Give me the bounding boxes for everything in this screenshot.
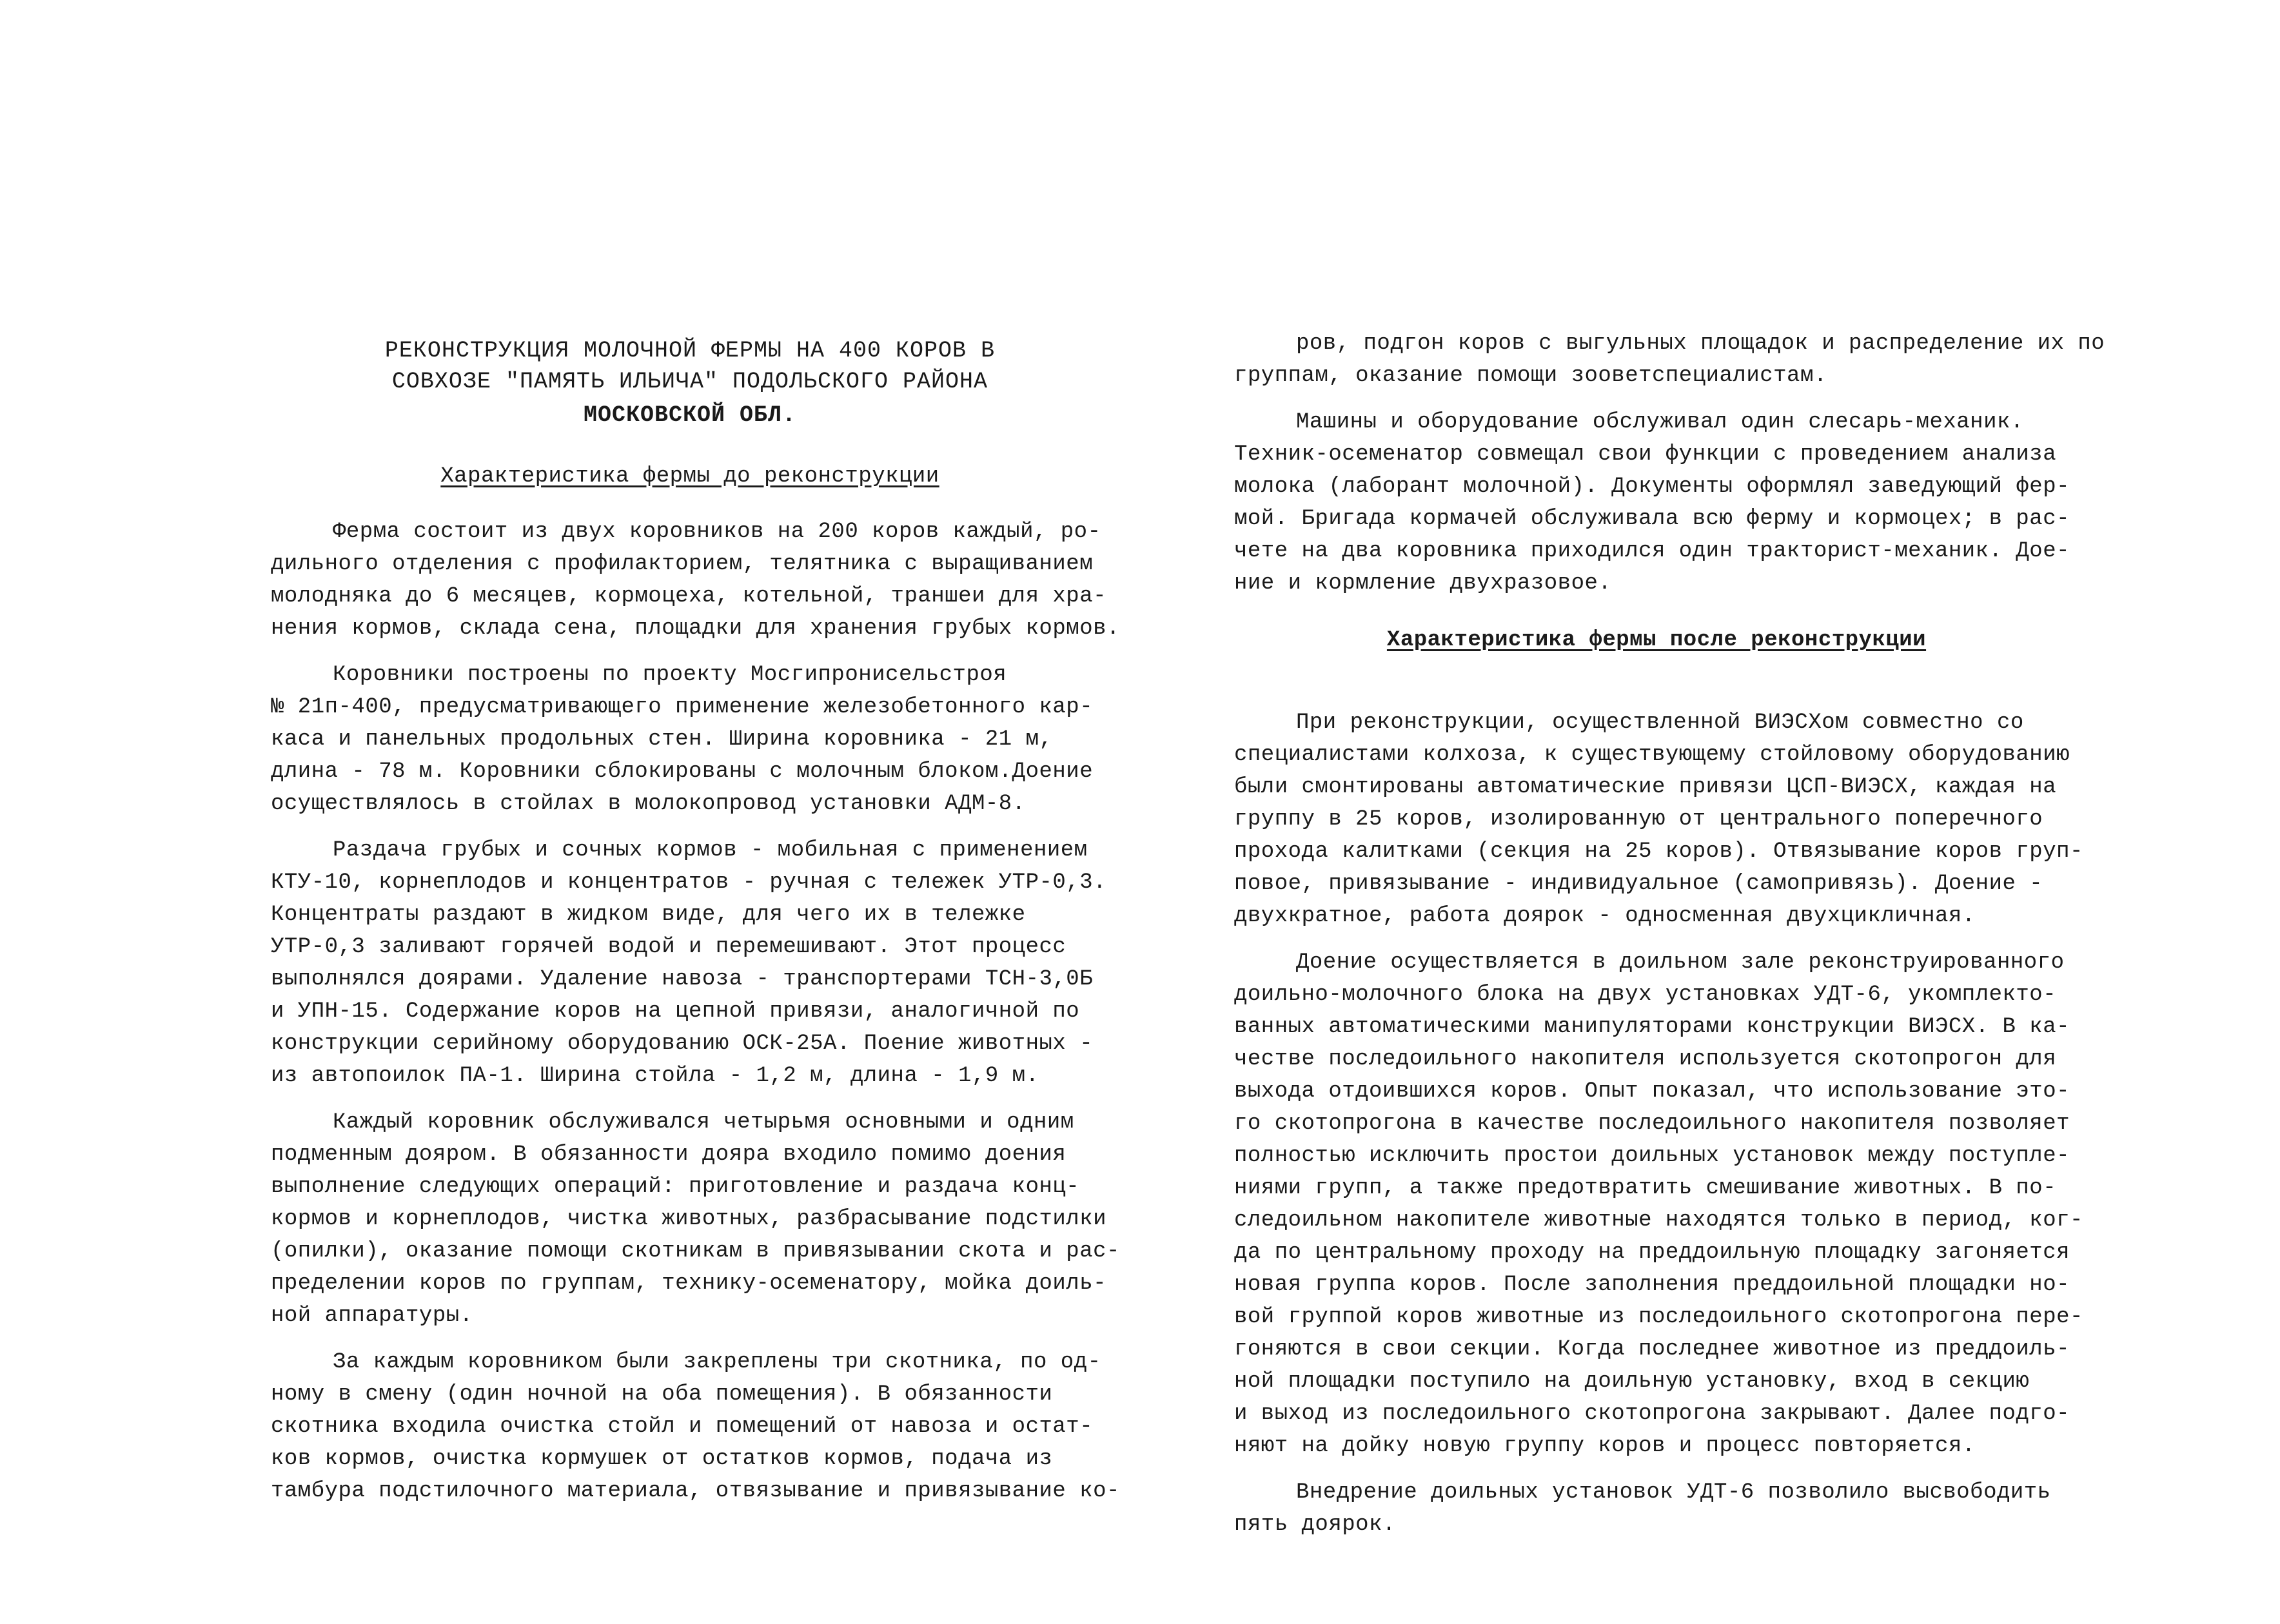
text-line: выхода отдоившихся коров. Опыт показал, что использование это-	[1234, 1079, 2070, 1104]
text-line: и выход из последоильного скотопрогона закрывают. Далее подго-	[1234, 1402, 2070, 1426]
text-line: да по центральному проходу на преддоильную площадку загоняется	[1234, 1240, 2070, 1265]
paragraph	[271, 659, 1109, 820]
section-heading-before: Характеристика фермы до реконструкции	[440, 464, 939, 489]
paragraph	[271, 1346, 1120, 1507]
section-heading-after: Характеристика фермы после реконструкции	[1386, 628, 1927, 652]
text-line: ков кормов, очистка кормушек от остатков кормов, подача из	[271, 1447, 1053, 1471]
text-line: ров, подгон коров с выгульных площадок и распределение их по	[1296, 331, 2105, 356]
text-line: кормов и корнеплодов, чистка животных, разбрасывание подстилки	[271, 1207, 1107, 1231]
text-line: полностью исключить простои доильных установок между поступле-	[1234, 1144, 2070, 1168]
right-page	[1140, 0, 2280, 1624]
paragraph	[1234, 406, 2079, 600]
text-line: При реконструкции, осуществленной ВИЭСХом совместно со	[1296, 710, 2024, 735]
text-line: дильного отделения с профилакторием, телятника с выращиванием	[271, 552, 1094, 576]
text-line: двухкратное, работа доярок - односменная двухцикличная.	[1234, 904, 1976, 928]
text-line: ному в смену (один ночной на оба помещения). В обязанности	[271, 1382, 1053, 1407]
text-line: го скотопрогона в качестве последоильного накопителя позволяет	[1234, 1111, 2070, 1136]
text-line: конструкции серийному оборудованию ОСК-25А. Поение животных -	[271, 1032, 1094, 1056]
text-line: молока (лаборант молочной). Документы оформлял заведующий фер-	[1234, 474, 2070, 499]
right-paragraphs-bottom	[1234, 707, 2083, 1541]
text-line: ниями групп, а также предотвратить смешивание животных. В по-	[1234, 1176, 2057, 1200]
text-line: выполнение следующих операций: приготовление и раздача конц-	[271, 1175, 1080, 1199]
paragraph	[271, 834, 1109, 1092]
paragraph	[1234, 707, 2083, 932]
text-line: осуществлялось в стойлах в молокопровод установки АДМ-8.	[271, 792, 1026, 816]
text-line: пределении коров по группам, технику-осеменатору, мойка доиль-	[271, 1271, 1107, 1296]
title-line: СОВХОЗЕ "ПАМЯТЬ ИЛЬИЧА" ПОДОЛЬСКОГО РАЙОНА	[391, 369, 988, 395]
title-line: РЕКОНСТРУКЦИЯ МОЛОЧНОЙ ФЕРМЫ НА 400 КОРОВ В	[384, 338, 996, 364]
text-line: Машины и оборудование обслуживал один слесарь-механик.	[1296, 410, 2024, 435]
text-line: молодняка до 6 месяцев, кормоцеха, котельной, траншеи для хра-	[271, 584, 1107, 609]
text-line: из автопоилок ПА-1. Ширина стойла - 1,2 м, длина - 1,9 м.	[271, 1064, 1039, 1088]
paragraph	[1234, 1476, 2079, 1541]
text-line: УТР-0,3 заливают горячей водой и перемешивают. Этот процесс	[271, 935, 1066, 959]
text-line: были смонтированы автоматические привязи ЦСП-ВИЭСХ, каждая на	[1234, 775, 2057, 799]
text-line: каса и панельных продольных стен. Ширина коровника - 21 м,	[271, 727, 1053, 752]
right-paragraphs-top	[1234, 328, 2105, 600]
text-line: КТУ-10, корнеплодов и концентратов - ручная с тележек УТР-0,3.	[271, 870, 1107, 895]
text-line: ванных автоматическими манипуляторами конструкции ВИЭСХ. В ка-	[1234, 1015, 2070, 1039]
text-line: длина - 78 м. Коровники сблокированы с молочным блоком.Доение	[271, 759, 1094, 784]
text-line: Коровники построены по проекту Мосгипронисельстроя	[333, 663, 1007, 687]
text-line: Каждый коровник обслуживался четырьмя основными и одним	[333, 1110, 1074, 1135]
text-line: чете на два коровника приходился один тракторист-механик. Дое-	[1234, 539, 2070, 563]
text-line: мой. Бригада кормачей обслуживала всю ферму и кормоцех; в рас-	[1234, 507, 2070, 531]
text-line: Раздача грубых и сочных кормов - мобильная с применением	[333, 838, 1088, 863]
title-line: МОСКОВСКОЙ ОБЛ.	[583, 402, 797, 428]
text-line: ной аппаратуры.	[271, 1304, 473, 1328]
text-line: новая группа коров. После заполнения преддоильной площадки но-	[1234, 1273, 2070, 1297]
text-line: (опилки), оказание помощи скотникам в привязывании скота и рас-	[271, 1239, 1120, 1264]
text-line: гоняются в свои секции. Когда последнее животное из преддоиль-	[1234, 1337, 2070, 1362]
text-line: ной площадки поступило на доильную установку, вход в секцию	[1234, 1369, 2030, 1394]
text-line: группу в 25 коров, изолированную от центрального поперечного	[1234, 807, 2043, 832]
text-line: Техник-осеменатор совмещал свои функции с проведением анализа	[1234, 442, 2057, 467]
text-line: Доение осуществляется в доильном зале реконструированного	[1296, 950, 2065, 975]
left-column	[271, 335, 1120, 1521]
text-line: нения кормов, склада сена, площадки для хранения грубых кормов.	[271, 616, 1120, 641]
text-line: пять доярок.	[1234, 1512, 1396, 1537]
text-line: выполнялся доярами. Удаление навоза - транспортерами ТСН-3,0Б	[271, 967, 1094, 992]
text-line: № 21п-400, предусматривающего применение железобетонного кар-	[271, 695, 1094, 719]
left-paragraphs	[271, 516, 1120, 1507]
text-line: группам, оказание помощи зооветспециалистам.	[1234, 364, 1827, 388]
paragraph	[271, 516, 1120, 645]
text-line: скотника входила очистка стойл и помещений от навоза и остат-	[271, 1414, 1094, 1439]
paragraph	[271, 1106, 1120, 1332]
text-line: вой группой коров животные из последоильного скотопрогона пере-	[1234, 1305, 2083, 1329]
text-line: няют на дойку новую группу коров и процесс повторяется.	[1234, 1434, 1976, 1458]
text-line: тамбура подстилочного материала, отвязывание и привязывание ко-	[271, 1479, 1120, 1503]
text-line: За каждым коровником были закреплены три скотника, по од-	[333, 1350, 1101, 1375]
document-title	[271, 335, 1109, 431]
paragraph	[1234, 946, 2083, 1462]
text-line: специалистами колхоза, к существующему стойловому оборудованию	[1234, 743, 2070, 767]
text-line: ние и кормление двухразовое.	[1234, 571, 1612, 596]
text-line: прохода калитками (секция на 25 коров). Отвязывание коров груп-	[1234, 839, 2083, 864]
text-line: Ферма состоит из двух коровников на 200 коров каждый, ро-	[333, 520, 1101, 544]
right-column	[1234, 328, 2105, 1555]
text-line: Внедрение доильных установок УДТ-6 позволило высвободить	[1296, 1480, 2051, 1505]
text-line: следоильном накопителе животные находятся только в период, ког-	[1234, 1208, 2083, 1233]
text-line: и УПН-15. Содержание коров на цепной привязи, аналогичной по	[271, 999, 1080, 1024]
paragraph	[1234, 328, 2105, 392]
text-line: честве последоильного накопителя используется скотопрогон для	[1234, 1047, 2057, 1071]
text-line: Концентраты раздают в жидком виде, для чего их в тележке	[271, 903, 1026, 927]
text-line: подменным дояром. В обязанности доярa входило помимо доения	[271, 1142, 1066, 1167]
text-line: доильно-молочного блока на двух установках УДТ-6, укомплекто-	[1234, 983, 2057, 1007]
text-line: повое, привязывание - индивидуальное (самопривязь). Доение -	[1234, 872, 2043, 896]
